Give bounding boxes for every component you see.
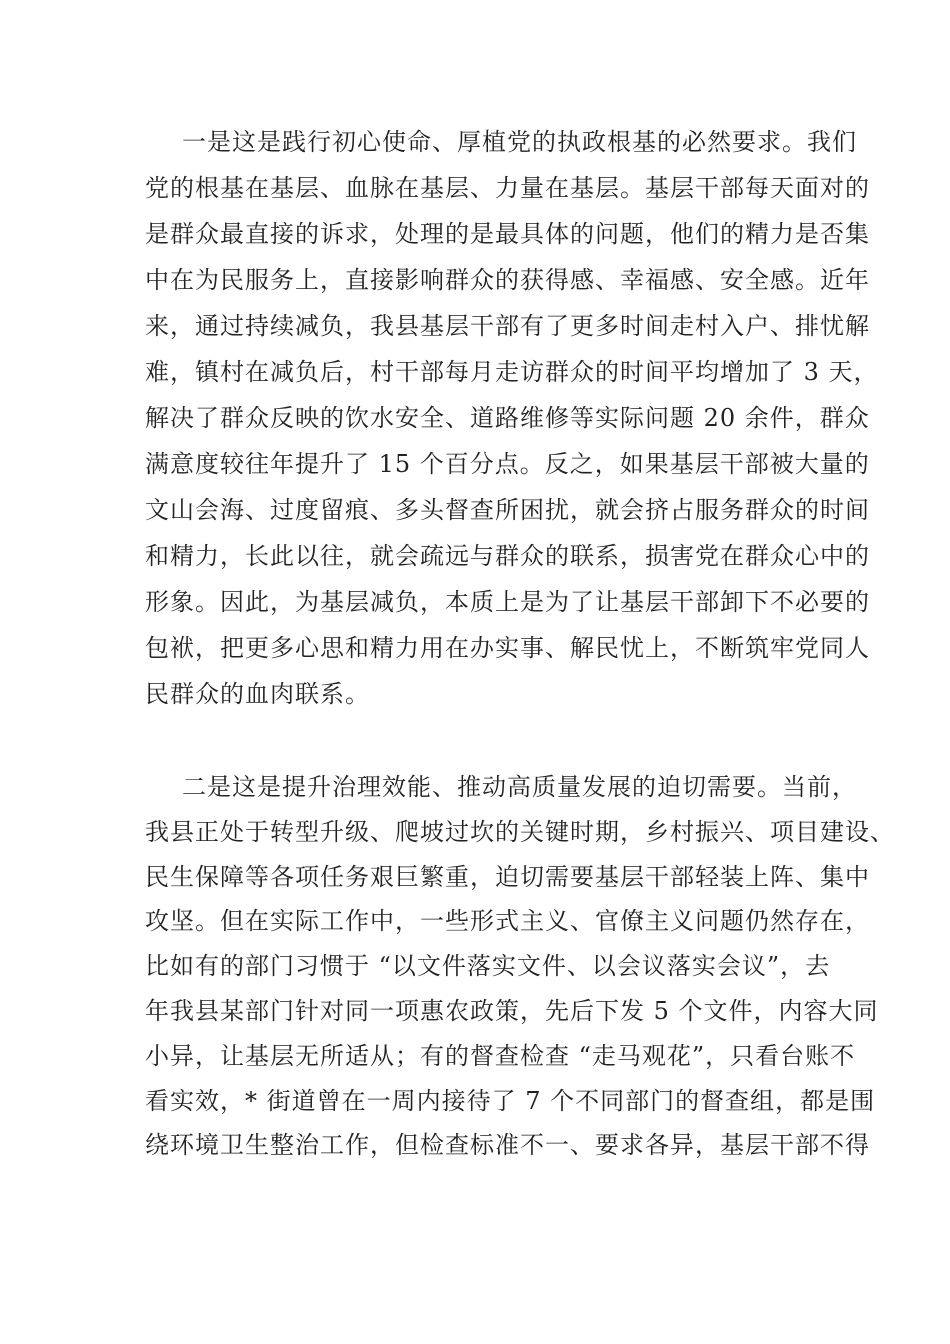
text-line: 我县正处于转型升级、爬坡过坎的关键时期，乡村振兴、项目建设、 bbox=[145, 817, 895, 846]
text-line: 年我县某部门针对同一项惠农政策，先后下发 5 个文件，内容大同 bbox=[145, 996, 879, 1025]
text-line: 党的根基在基层、血脉在基层、力量在基层。基层干部每天面对的 bbox=[145, 174, 870, 202]
text-line: 看实效，* 街道曾在一周内接待了 7 个不同部门的督查组，都是围 bbox=[145, 1086, 876, 1115]
paragraph-one bbox=[145, 119, 879, 717]
text-line: 形象。因此，为基层减负，本质上是为了让基层干部卸下不必要的 bbox=[145, 588, 870, 616]
text-line: 满意度较往年提升了 15 个百分点。反之，如果基层干部被大量的 bbox=[145, 450, 870, 478]
text-line: 和精力，长此以往，就会疏远与群众的联系，损害党在群众心中的 bbox=[145, 542, 870, 570]
paragraph-two bbox=[145, 765, 895, 1168]
text-line: 一是这是践行初心使命、厚植党的执政根基的必然要求。我们 bbox=[182, 128, 857, 156]
text-line: 中在为民服务上，直接影响群众的获得感、幸福感、安全感。近年 bbox=[145, 266, 870, 294]
text-line: 难，镇村在减负后，村干部每月走访群众的时间平均增加了 3 天， bbox=[145, 358, 879, 386]
text-line: 民群众的血肉联系。 bbox=[145, 680, 370, 708]
text-line: 解决了群众反映的饮水安全、道路维修等实际问题 20 余件，群众 bbox=[145, 404, 870, 432]
text-line: 文山会海、过度留痕、多头督查所困扰，就会挤占服务群众的时间 bbox=[145, 496, 870, 524]
text-line: 小异，让基层无所适从；有的督查检查 “走马观花”，只看台账不 bbox=[145, 1041, 856, 1070]
text-line: 绕环境卫生整治工作，但检查标准不一、要求各异，基层干部不得 bbox=[145, 1131, 870, 1160]
text-line: 是群众最直接的诉求，处理的是最具体的问题，他们的精力是否集 bbox=[145, 220, 870, 248]
text-line: 民生保障等各项任务艰巨繁重，迫切需要基层干部轻装上阵、集中 bbox=[145, 862, 870, 891]
text-line: 攻坚。但在实际工作中，一些形式主义、官僚主义问题仍然存在， bbox=[145, 907, 870, 936]
text-line: 比如有的部门习惯于 “以文件落实文件、以会议落实会议”，去 bbox=[145, 952, 831, 981]
text-line: 来，通过持续减负，我县基层干部有了更多时间走村入户、排忧解 bbox=[145, 312, 870, 340]
text-line: 二是这是提升治理效能、推动高质量发展的迫切需要。当前， bbox=[182, 773, 857, 801]
text-line: 包袱，把更多心思和精力用在办实事、解民忧上，不断筑牢党同人 bbox=[145, 634, 870, 662]
